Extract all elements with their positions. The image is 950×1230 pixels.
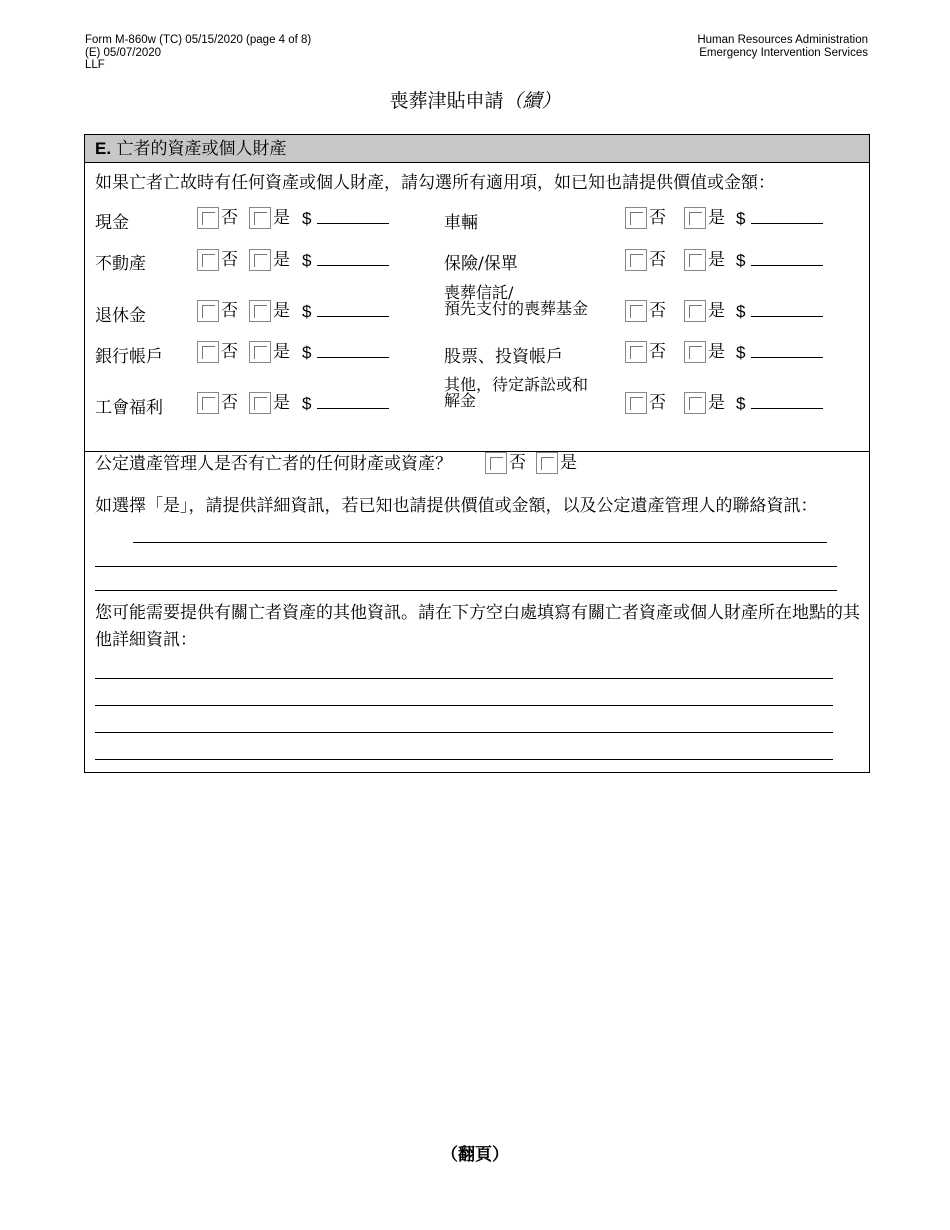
funeral-trust-yes-option[interactable]: 是 xyxy=(684,300,725,322)
stocks-no-option[interactable]: 否 xyxy=(625,341,666,363)
checkbox[interactable] xyxy=(625,392,647,414)
amount-line[interactable] xyxy=(317,300,389,317)
amount-line[interactable] xyxy=(751,249,823,266)
form-english-date: (E) 05/07/2020 xyxy=(85,46,162,59)
section-divider xyxy=(85,451,869,452)
checkbox[interactable] xyxy=(684,341,706,363)
checkbox[interactable] xyxy=(249,249,271,271)
vehicle-no-option[interactable]: 否 xyxy=(625,207,666,229)
agency-line-2: Emergency Intervention Services xyxy=(699,46,868,59)
page-title-continued: （續） xyxy=(503,90,561,112)
checkbox[interactable] xyxy=(197,392,219,414)
stocks-yes-option[interactable]: 是 xyxy=(684,341,725,363)
checkbox[interactable] xyxy=(625,341,647,363)
asset-label-funeral-trust: 喪葬信託/ 預先支付的喪葬基金 xyxy=(444,283,589,318)
checkbox[interactable] xyxy=(249,300,271,322)
amount-line[interactable] xyxy=(317,249,389,266)
other-settlements-amount-field[interactable]: $ xyxy=(736,392,823,414)
checkbox[interactable] xyxy=(197,300,219,322)
checkbox[interactable] xyxy=(684,300,706,322)
administrator-question-text: 公定遺產管理人是否有亡者的任何財產或資產？ xyxy=(95,454,452,474)
asset-label-union-benefits: 工會福利 xyxy=(95,398,163,418)
other-info-answer-line[interactable] xyxy=(95,678,833,679)
checkbox[interactable] xyxy=(684,207,706,229)
details-answer-line[interactable] xyxy=(95,566,837,567)
real-estate-yes-option[interactable]: 是 xyxy=(249,249,290,271)
section-title: 亡者的資產或個人財產 xyxy=(116,139,287,159)
asset-label-cash: 現金 xyxy=(95,213,129,233)
amount-line[interactable] xyxy=(751,341,823,358)
agency-name xyxy=(697,34,868,59)
form-identifier xyxy=(85,34,311,72)
insurance-amount-field[interactable]: $ xyxy=(736,249,823,271)
asset-label-stocks: 股票、投資帳戶 xyxy=(444,347,563,367)
cash-no-option[interactable]: 否 xyxy=(197,207,238,229)
other-info-answer-line[interactable] xyxy=(95,705,833,706)
administrator-yes-option[interactable]: 是 xyxy=(536,452,577,474)
asset-label-pension: 退休金 xyxy=(95,306,146,326)
other-info-prompt: 您可能需要提供有關亡者資產的其他資訊。請在下方空白處填寫有關亡者資產或個人財產所在地點的其他詳細資訊： xyxy=(95,603,860,650)
details-prompt: 如選擇「是」，請提供詳細資訊，若已知也請提供價值或金額，以及公定遺產管理人的聯絡資訊： xyxy=(95,496,818,516)
amount-line[interactable] xyxy=(317,341,389,358)
checkbox[interactable] xyxy=(684,249,706,271)
form-number: Form M-860w (TC) 05/15/2020 (page 4 of 8) xyxy=(85,34,312,46)
union-benefits-yes-option[interactable]: 是 xyxy=(249,392,290,414)
funeral-trust-no-option[interactable]: 否 xyxy=(625,300,666,322)
checkbox[interactable] xyxy=(684,392,706,414)
amount-line[interactable] xyxy=(751,207,823,224)
checkbox[interactable] xyxy=(625,300,647,322)
turn-page-note: （翻頁） xyxy=(441,1145,509,1165)
bank-account-no-option[interactable]: 否 xyxy=(197,341,238,363)
pension-amount-field[interactable]: $ xyxy=(302,300,389,322)
insurance-no-option[interactable]: 否 xyxy=(625,249,666,271)
checkbox[interactable] xyxy=(249,392,271,414)
other-settlements-yes-option[interactable]: 是 xyxy=(684,392,725,414)
asset-label-real-estate: 不動產 xyxy=(95,254,146,274)
asset-label-other-settlements: 其他，待定訴訟或和 解金 xyxy=(444,375,589,410)
cash-yes-option[interactable]: 是 xyxy=(249,207,290,229)
stocks-amount-field[interactable]: $ xyxy=(736,341,823,363)
amount-line[interactable] xyxy=(317,207,389,224)
other-settlements-no-option[interactable]: 否 xyxy=(625,392,666,414)
union-benefits-no-option[interactable]: 否 xyxy=(197,392,238,414)
checkbox[interactable] xyxy=(485,452,507,474)
insurance-yes-option[interactable]: 是 xyxy=(684,249,725,271)
administrator-no-option[interactable]: 否 xyxy=(485,452,526,474)
agency-line-1: Human Resources Administration xyxy=(697,34,868,46)
bank-account-yes-option[interactable]: 是 xyxy=(249,341,290,363)
section-header xyxy=(85,135,869,163)
amount-line[interactable] xyxy=(317,392,389,409)
asset-label-insurance: 保險/保單 xyxy=(444,254,518,274)
other-info-answer-line[interactable] xyxy=(95,732,833,733)
checkbox[interactable] xyxy=(197,341,219,363)
cash-amount-field[interactable]: $ xyxy=(302,207,389,229)
section-letter: E. xyxy=(95,139,112,158)
instructions-text: 如果亡者亡故時有任何資產或個人財產，請勾選所有適用項，如已知也請提供價值或金額： xyxy=(95,173,775,193)
details-answer-line[interactable] xyxy=(133,542,827,543)
page-title xyxy=(0,86,950,113)
checkbox[interactable] xyxy=(249,207,271,229)
pension-no-option[interactable]: 否 xyxy=(197,300,238,322)
administrator-question xyxy=(95,453,452,475)
checkbox[interactable] xyxy=(197,207,219,229)
vehicle-yes-option[interactable]: 是 xyxy=(684,207,725,229)
section-e-box xyxy=(84,134,870,773)
asset-label-bank-account: 銀行帳戶 xyxy=(95,347,163,367)
checkbox[interactable] xyxy=(625,207,647,229)
asset-label-vehicle: 車輛 xyxy=(444,213,478,233)
checkbox[interactable] xyxy=(197,249,219,271)
other-info-answer-line[interactable] xyxy=(95,759,833,760)
vehicle-amount-field[interactable]: $ xyxy=(736,207,823,229)
pension-yes-option[interactable]: 是 xyxy=(249,300,290,322)
real-estate-amount-field[interactable]: $ xyxy=(302,249,389,271)
real-estate-no-option[interactable]: 否 xyxy=(197,249,238,271)
amount-line[interactable] xyxy=(751,300,823,317)
checkbox[interactable] xyxy=(536,452,558,474)
union-benefits-amount-field[interactable]: $ xyxy=(302,392,389,414)
funeral-trust-amount-field[interactable]: $ xyxy=(736,300,823,322)
checkbox[interactable] xyxy=(625,249,647,271)
page-title-main: 喪葬津貼申請 xyxy=(389,90,504,112)
form-code: LLF xyxy=(85,59,105,71)
details-answer-line[interactable] xyxy=(95,590,837,591)
bank-account-amount-field[interactable]: $ xyxy=(302,341,389,363)
checkbox[interactable] xyxy=(249,341,271,363)
amount-line[interactable] xyxy=(751,392,823,409)
